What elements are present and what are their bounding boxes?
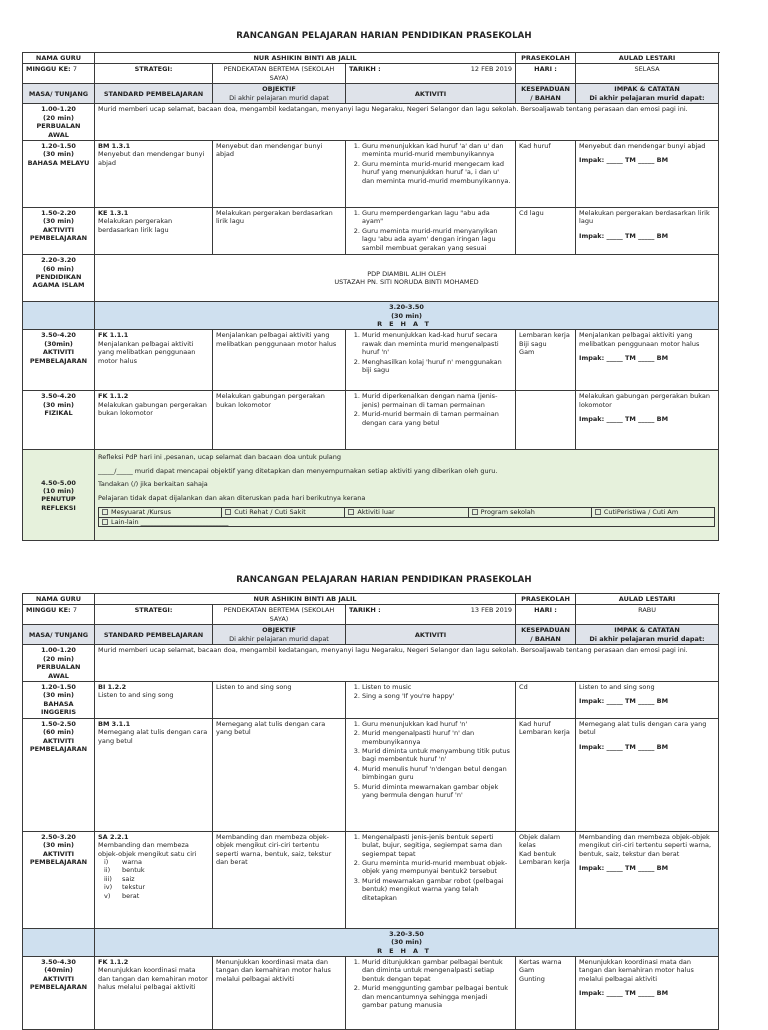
refleksi-line: Refleksi PdP hari ini ,pesanan, ucap selamat dan bacaan doa untuk pulang — [98, 453, 342, 462]
week-number: 7 — [72, 606, 78, 615]
standard-text: Melakukan pergerakan berdasarkan lirik lagu — [98, 217, 173, 234]
bahan-cell — [516, 330, 576, 391]
standard-code: BM 1.3.1 — [98, 141, 131, 150]
bahan-item: Gam — [519, 966, 535, 975]
activity-list — [349, 683, 512, 701]
tunjang-label: BAHASA MELAYU — [27, 158, 90, 167]
objektif-title: OBJEKTIF — [262, 85, 296, 94]
impak-cell — [576, 207, 719, 254]
lesson-plan-day1 — [22, 52, 719, 541]
rehat-time: 3.20-3.50 — [389, 303, 424, 312]
time-label: 1.50-2.20 — [41, 208, 76, 217]
agama-cell — [95, 255, 719, 302]
activity-item: 2. Murid mengenalpasti huruf 'n' dan membunyikannya — [362, 729, 512, 746]
subitem-key: iii) — [104, 874, 112, 883]
subitem-key: i) — [104, 858, 109, 866]
level-name: PRASEKOLAH — [516, 53, 576, 64]
time-label: 4.50-5.00 — [41, 478, 76, 487]
activity-item: 1. Mengenalpasti jenis-jenis bentuk seperti bulat, bujur, segitiga, segiempat sama dan segiempat tepat — [362, 833, 512, 858]
aktiviti-header: AKTIVITI — [346, 625, 516, 645]
subitem-key: v) — [104, 891, 111, 900]
time-label: 2.20-3.20 — [41, 256, 76, 265]
activity-list — [349, 720, 512, 800]
impak-line: Impak: _____ TM _____ BM — [579, 354, 669, 363]
bahan-cell — [516, 140, 576, 207]
subitem-key: iv) — [104, 883, 113, 892]
checkbox-icon — [225, 509, 231, 515]
bahan-item: Kad huruf — [519, 141, 551, 150]
bahan-cell — [516, 681, 576, 718]
reason-option — [99, 508, 222, 516]
activity-item: 1. Guru memperdengarkan lagu "abu ada ayam" — [362, 209, 512, 226]
masa-tunjang-cell — [23, 207, 95, 254]
standard-sublist — [98, 858, 209, 900]
day-value: SELASA — [576, 64, 719, 84]
teacher-name: NUR ASHIKIN BINTI AB JALIL — [95, 594, 516, 605]
standard-subitem — [104, 883, 209, 891]
impak-cell — [576, 957, 719, 1030]
objektif-cell: Listen to and sing song — [213, 681, 346, 718]
activity-list — [349, 331, 512, 374]
standard-code: SA 2.2.1 — [98, 832, 129, 841]
subitem-text: warna — [122, 858, 142, 866]
hari-label: HARI : — [516, 605, 576, 625]
activity-list — [349, 958, 512, 1010]
bahan-item: Kertas warna — [519, 958, 562, 966]
rehat-duration: (30 min) — [391, 311, 422, 320]
duration-label: (30min) — [44, 339, 73, 348]
aktiviti-cell — [346, 831, 516, 928]
bahan-item: Biji sagu — [519, 339, 547, 348]
perbualan-awal-text: Murid memberi ucap selamat, bacaan doa, mengambil kedatangan, menyanyi lagu Negaraku, Negeri Selangor dan lagu sekolah. Bersoaljawab tentang perasaan dan emosi pagi ini. — [95, 104, 719, 141]
reason-option-label: Program sekolah — [480, 508, 535, 517]
aktiviti-cell — [346, 207, 516, 254]
standard-header: STANDARD PEMBELAJARAN — [95, 625, 213, 645]
impak-line: Impak: _____ TM _____ BM — [579, 231, 669, 240]
time-label: 1.20-1.50 — [41, 682, 76, 691]
time-label: 1.20-1.50 — [41, 141, 76, 150]
checkbox-icon — [102, 519, 108, 525]
impak-cell — [576, 140, 719, 207]
standard-text: Listen to and sing song — [98, 691, 174, 700]
strategy-value: PENDEKATAN BERTEMA (SEKOLAH SAYA) — [213, 64, 346, 84]
tarikh-label: TARIKH : — [349, 65, 381, 74]
bahan-cell — [516, 957, 576, 1030]
objektif-cell: Menyebut dan mendengar bunyi abjad — [213, 140, 346, 207]
week-number: 7 — [72, 65, 78, 74]
minggu-cell — [23, 64, 95, 84]
lainlain-label: Lain-lain ___________________________ — [111, 517, 229, 526]
masa-tunjang-cell — [23, 104, 95, 141]
bahan-cell — [516, 831, 576, 928]
tunjang-label: FIZIKAL — [44, 409, 73, 418]
masa-header: MASA/ TUNJANG — [23, 625, 95, 645]
masa-tunjang-cell — [23, 330, 95, 391]
strategi-label: STRATEGI: — [95, 64, 213, 84]
tunjang-label: AKTIVITI PEMBELAJARAN — [29, 736, 88, 753]
activity-item: 2. Guru meminta murid-murid membuat objek-objek yang mempunyai bentuk2 tersebut — [362, 859, 512, 876]
standard-code: FK 1.1.1 — [98, 331, 129, 340]
tunjang-label: AKTIVITI PEMBELAJARAN — [29, 225, 88, 243]
objektif-subtitle: Di akhir pelajaran murid dapat — [229, 634, 329, 643]
refleksi-line: Tandakan (/) jika berkaitan sahaja — [98, 480, 208, 489]
duration-label: (60 min) — [43, 728, 74, 737]
date-value: 13 FEB 2019 — [470, 606, 513, 615]
aktiviti-cell — [346, 957, 516, 1030]
standard-cell — [95, 957, 213, 1030]
masa-tunjang-cell — [23, 450, 95, 541]
time-label: 3.50-4.20 — [41, 392, 76, 401]
masa-tunjang-cell — [23, 391, 95, 450]
time-label: 3.50-4.30 — [41, 958, 76, 966]
reason-option — [469, 508, 592, 516]
checkbox-icon — [102, 509, 108, 515]
standard-cell — [95, 391, 213, 450]
impak-cell — [576, 831, 719, 928]
hari-label: HARI : — [516, 64, 576, 84]
impak-header — [576, 84, 719, 104]
impak-text: Membanding dan membeza objek-objek mengikut ciri-ciri tertentu seperti warna, bentuk, saiz, tekstur dan berat — [579, 832, 712, 858]
objektif-cell: Membanding dan membeza objek- objek mengikut ciri-ciri tertentu seperti warna, bentuk, saiz, tekstur dan berat — [213, 831, 346, 928]
duration-label: (10 min) — [43, 487, 74, 495]
standard-code: BI 1.2.2 — [98, 682, 127, 691]
activity-item: 2. Murid-murid bermain di taman permainan dengan cara yang betul — [362, 410, 512, 427]
bahan-item: Cd — [519, 682, 528, 691]
activity-list — [349, 833, 512, 903]
time-label: 1.50-2.50 — [41, 719, 76, 728]
strategi-label: STRATEGI: — [95, 605, 213, 625]
standard-text: Menjalankan pelbagai aktiviti yang melibatkan penggunaan motor halus — [98, 339, 196, 365]
tarikh-wrap — [349, 65, 512, 73]
subitem-text: tekstur — [122, 883, 146, 892]
class-name: AULAD LESTARI — [576, 594, 719, 605]
duration-label: (30 min) — [43, 400, 74, 409]
standard-text: Membanding dan membeza objek-objek mengikut satu ciri — [98, 841, 197, 858]
masa-header: MASA/ TUNJANG — [23, 84, 95, 104]
bahan-cell — [516, 391, 576, 450]
impak-text: Melakukan gabungan pergerakan bukan lokomotor — [579, 392, 710, 409]
masa-tunjang-cell — [23, 645, 95, 682]
objektif-cell: Menjalankan pelbagai aktiviti yang melibatkan penggunaan motor halus — [213, 330, 346, 391]
rehat-time: 3.20-3.50 — [389, 929, 424, 938]
activity-item: 2. Guru meminta murid-murid mengecam kad huruf yang menunjukkan huruf 'a, i dan u' dan meminta murid-murid membunyikannya. — [362, 160, 512, 185]
rehat-left-cell — [23, 928, 95, 956]
activity-item: 5. Murid diminta mewarnakan gambar objek yang bermula dengan huruf 'n' — [362, 783, 512, 800]
bahan-item: Objek dalam kelas — [519, 832, 561, 850]
activity-item: 3. Murid diminta untuk menyambung titik putus bagi membentuk huruf 'n' — [362, 747, 512, 764]
tunjang-label: PERBUALAN AWAL — [36, 122, 81, 139]
checkbox-icon — [472, 509, 478, 515]
agama-line-2: USTAZAH PN. SITI NORUDA BINTI MOHAMED — [334, 278, 479, 287]
aktiviti-cell — [346, 391, 516, 450]
impak-cell — [576, 391, 719, 450]
standard-cell — [95, 718, 213, 831]
masa-tunjang-cell — [23, 718, 95, 831]
subitem-key: ii) — [104, 866, 111, 875]
day-value: RABU — [576, 605, 719, 625]
minggu-label: MINGGU KE: — [26, 65, 73, 74]
tarikh-wrap — [349, 606, 512, 614]
rehat-label: REHAT — [377, 946, 436, 955]
reason-option-label: Cuti Rehat / Cuti Sakit — [234, 508, 306, 517]
subitem-text: saiz — [122, 874, 135, 883]
reason-lainlain — [98, 518, 715, 527]
bahan-cell — [516, 718, 576, 831]
duration-label: (60 min) — [43, 264, 74, 273]
impak-line: Impak: _____ TM _____ BM — [579, 864, 669, 872]
tunjang-label: PERBUALAN AWAL — [36, 663, 81, 680]
duration-label: (30 min) — [43, 217, 74, 226]
checkbox-icon — [348, 509, 354, 515]
date-value: 12 FEB 2019 — [470, 65, 513, 74]
bahan-item: Lembaran kerja — [519, 728, 570, 737]
time-label: 2.50-3.20 — [41, 832, 76, 841]
tunjang-label: AKTIVITI PEMBELAJARAN — [29, 348, 88, 365]
standard-text: Melakukan gabungan pergerakan bukan lokomotor — [98, 400, 207, 418]
reason-option — [222, 508, 345, 516]
impak-text: Menjalankan pelbagai aktiviti yang melibatkan penggunaan motor halus — [579, 331, 700, 348]
standard-text: Menunjukkan koordinasi mata dan tangan dan kemahiran motor halus melalui pelbagai aktiviti — [98, 966, 208, 992]
activity-item: 1. Murid menunjukkan kad-kad huruf secara rawak dan meminta murid mengenalpasti huruf 'n' — [362, 331, 512, 356]
level-name: PRASEKOLAH — [516, 594, 576, 605]
standard-text: Menyebut dan mendengar bunyi abjad — [98, 150, 205, 167]
reason-option — [345, 508, 468, 516]
duration-label: (40min) — [44, 966, 73, 975]
standard-code: BM 3.1.1 — [98, 719, 131, 728]
time-label: 1.00-1.20 — [41, 105, 76, 114]
masa-tunjang-cell — [23, 255, 95, 302]
activity-item: 2. Guru meminta murid-murid menyanyikan lagu 'abu ada ayam' dengan iringan lagu sambil membuat gerakan yang sesuai — [362, 227, 512, 252]
impak-header — [576, 625, 719, 645]
rehat-cell — [95, 928, 719, 956]
impak-text: Listen to and sing song — [579, 682, 655, 691]
bahan-item: Gunting — [519, 974, 545, 983]
reason-options — [98, 507, 715, 517]
duration-label: (30 min) — [43, 691, 74, 700]
standard-cell — [95, 681, 213, 718]
impak-cell — [576, 718, 719, 831]
refleksi-cell — [95, 450, 719, 541]
activity-item: 1. Murid ditunjukkan gambar pelbagai bentuk dan diminta untuk mengenalpasti setiap bentuk dengan tepat — [362, 958, 512, 983]
activity-item: 2. Sing a song 'If you're happy' — [362, 692, 512, 700]
tunjang-label: BAHASA INGGERIS — [40, 699, 77, 717]
impak-line: Impak: _____ TM _____ BM — [579, 697, 669, 706]
activity-list — [349, 142, 512, 185]
objektif-title: OBJEKTIF — [262, 626, 296, 635]
standard-code: FK 1.1.2 — [98, 392, 129, 401]
aktiviti-cell — [346, 330, 516, 391]
aktiviti-header: AKTIVITI — [346, 84, 516, 104]
standard-subitem — [104, 858, 209, 866]
aktiviti-cell — [346, 140, 516, 207]
reason-option — [592, 508, 714, 516]
impak-title: IMPAK & CATATAN — [614, 85, 680, 94]
duration-label: (20 min) — [43, 654, 74, 663]
objektif-cell: Melakukan gabungan pergerakan bukan lokomotor — [213, 391, 346, 450]
refleksi-line: _____/_____ murid dapat mencapai objektif yang ditetapkan dan menyempurnakan setiap aktiviti yang diberikan oleh guru. — [98, 466, 498, 475]
masa-tunjang-cell — [23, 831, 95, 928]
standard-code: KE 1.3.1 — [98, 208, 129, 217]
duration-label: (30 min) — [43, 841, 74, 850]
standard-text: Memegang alat tulis dengan cara yang betul — [98, 728, 208, 745]
standard-subitem — [104, 892, 209, 900]
aktiviti-cell — [346, 718, 516, 831]
impak-text: Melakukan pergerakan berdasarkan lirik lagu — [579, 208, 710, 226]
rehat-duration: (30 min) — [391, 938, 422, 947]
tarikh-cell — [346, 605, 516, 625]
impak-cell — [576, 681, 719, 718]
bahan-item: Kad bentuk — [519, 849, 557, 858]
time-label: 1.00-1.20 — [41, 646, 76, 655]
checkbox-icon — [595, 509, 601, 515]
plan-title-day1: RANCANGAN PELAJARAN HARIAN PENDIDIKAN PRASEKOLAH — [236, 31, 532, 41]
lesson-plan-day2 — [22, 593, 719, 1030]
reason-option-label: Mesyuarat /Kursus — [111, 508, 172, 517]
activity-item: 4. Murid menulis huruf 'n'dengan betul dengan bimbingan guru — [362, 765, 512, 782]
impak-text: Menunjukkan koordinasi mata dan tangan dan kemahiran motor halus melalui pelbagai aktiviti — [579, 958, 694, 983]
objektif-cell: Memegang alat tulis dengan cara yang betul — [213, 718, 346, 831]
standard-code: FK 1.1.2 — [98, 958, 129, 966]
refleksi-line: Pelajaran tidak dapat dijalankan dan akan diteruskan pada hari berikutnya kerana — [98, 493, 366, 502]
duration-label: (30 min) — [43, 150, 74, 159]
standard-cell — [95, 330, 213, 391]
activity-item: 1. Guru menunjukkan kad huruf 'n' — [362, 720, 512, 728]
activity-item: 1. Listen to music — [362, 683, 512, 691]
agama-line-1: PDP DIAMBIL ALIH OLEH — [367, 269, 446, 278]
rehat-cell — [95, 302, 719, 330]
activity-item: 2. Murid menggunting gambar pelbagai bentuk dan mencantumnya sehingga menjadi gambar patung manusia — [362, 984, 512, 1009]
nama-guru-label: NAMA GURU — [23, 594, 95, 605]
activity-item: 1. Guru menunjukkan kad huruf 'a' dan u' dan meminta murid-murid membunyikannya — [362, 142, 512, 159]
impak-cell — [576, 330, 719, 391]
masa-tunjang-cell — [23, 957, 95, 1030]
nama-guru-label: NAMA GURU — [23, 53, 95, 64]
standard-header: STANDARD PEMBELAJARAN — [95, 84, 213, 104]
impak-line: Impak: _____ TM _____ BM — [579, 156, 669, 165]
objektif-subtitle: Di akhir pelajaran murid dapat — [229, 93, 329, 102]
masa-tunjang-cell — [23, 681, 95, 718]
rehat-label: REHAT — [377, 320, 436, 328]
activity-item: 2. Menghasilkan kolaj 'huruf n' menggunakan biji sagu — [362, 358, 512, 375]
teacher-name: NUR ASHIKIN BINTI AB JALIL — [95, 53, 516, 64]
kesepaduan-header: KESEPADUAN / BAHAN — [516, 84, 576, 104]
objektif-header — [213, 84, 346, 104]
perbualan-awal-text: Murid memberi ucap selamat, bacaan doa, mengambil kedatangan, menyanyi lagu Negaraku, Negeri Selangor dan lagu sekolah. Bersoaljawab tentang perasaan dan emosi pagi ini. — [95, 645, 719, 682]
impak-line: Impak: _____ TM _____ BM — [579, 742, 669, 751]
reason-option-label: Aktiviti luar — [357, 508, 395, 517]
tarikh-cell — [346, 64, 516, 84]
objektif-header — [213, 625, 346, 645]
class-name: AULAD LESTARI — [576, 53, 719, 64]
standard-cell — [95, 831, 213, 928]
subitem-text: berat — [122, 891, 140, 900]
tunjang-label: PENUTUP REFLEKSI — [41, 495, 76, 512]
masa-tunjang-cell — [23, 140, 95, 207]
standard-cell — [95, 140, 213, 207]
bahan-item: Kad huruf — [519, 719, 551, 728]
impak-title: IMPAK & CATATAN — [614, 626, 680, 635]
tunjang-label: PENDIDIKAN AGAMA ISLAM — [32, 273, 85, 290]
tunjang-label: AKTIVITI PEMBELAJARAN — [29, 849, 88, 866]
activity-item: 1. Murid diperkenalkan dengan nama (jenis-jenis) permainan di taman permainan — [362, 392, 512, 409]
bahan-cell — [516, 207, 576, 254]
activity-item: 3. Murid mewarnakan gambar robot (pelbagai bentuk) mengikut warna yang telah ditetapkan — [362, 877, 512, 902]
objektif-cell: Melakukan pergerakan berdasarkan lirik lagu — [213, 207, 346, 254]
time-label: 3.50-4.20 — [41, 331, 76, 340]
strategy-value: PENDEKATAN BERTEMA (SEKOLAH SAYA) — [213, 605, 346, 625]
bahan-item: Lembaran kerja — [519, 331, 570, 340]
tunjang-label: AKTIVITI PEMBELAJARAN — [29, 974, 88, 992]
impak-subtitle: Di akhir pelajaran murid dapat: — [589, 634, 705, 643]
bahan-item: Gam — [519, 348, 535, 357]
bahan-item: Cd lagu — [519, 208, 544, 217]
impak-text: Memegang alat tulis dengan cara yang betul — [579, 719, 707, 737]
reason-option-label: CutiPeristiwa / Cuti Am — [603, 508, 679, 517]
activity-list — [349, 392, 512, 427]
impak-text: Menyebut dan mendengar bunyi abjad — [579, 141, 706, 150]
minggu-cell — [23, 605, 95, 625]
kesepaduan-header: KESEPADUAN / BAHAN — [516, 625, 576, 645]
impak-line: Impak: _____ TM _____ BM — [579, 415, 669, 424]
duration-label: (20 min) — [43, 113, 74, 122]
activity-list — [349, 209, 512, 252]
aktiviti-cell — [346, 681, 516, 718]
minggu-label: MINGGU KE: — [26, 606, 73, 615]
impak-subtitle: Di akhir pelajaran murid dapat: — [589, 93, 705, 102]
objektif-cell: Menunjukkan koordinasi mata dan tangan dan kemahiran motor halus melalui pelbagai aktiviti — [213, 957, 346, 1030]
tarikh-label: TARIKH : — [349, 606, 381, 615]
standard-subitem — [104, 866, 209, 874]
bahan-item: Lembaran kerja — [519, 858, 570, 866]
subitem-text: bentuk — [122, 866, 145, 875]
standard-cell — [95, 207, 213, 254]
plan-title-day2: RANCANGAN PELAJARAN HARIAN PENDIDIKAN PRASEKOLAH — [236, 575, 532, 585]
rehat-left-cell — [23, 302, 95, 330]
impak-line: Impak: _____ TM _____ BM — [579, 989, 669, 998]
standard-subitem — [104, 875, 209, 883]
